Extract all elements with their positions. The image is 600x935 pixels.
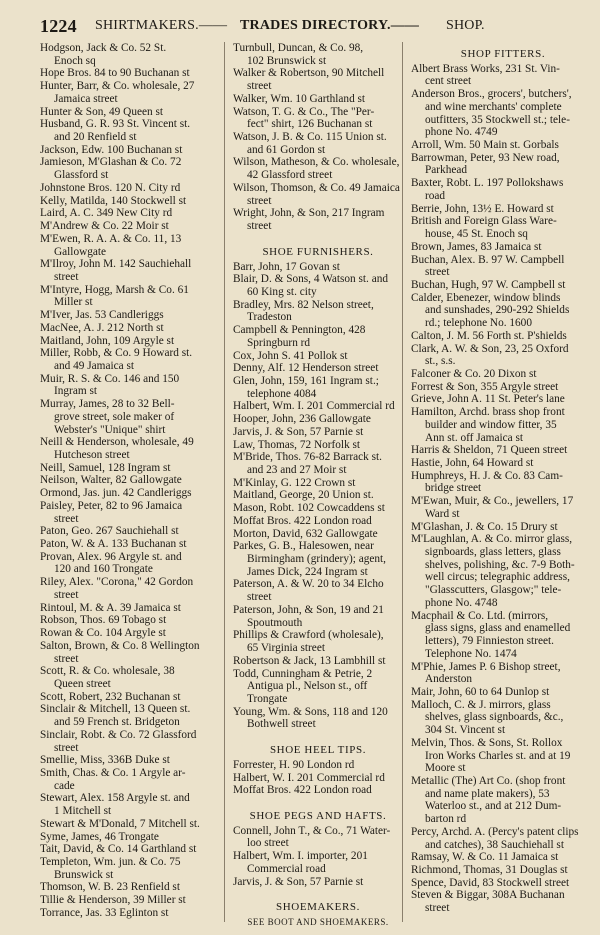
directory-entry: Sinclair, Robt. & Co. 72 Glassford (40, 728, 197, 741)
directory-entry: M'Iver, Jas. 53 Candleriggs (40, 309, 164, 322)
section-heading: SHOE HEEL TIPS. (269, 744, 367, 757)
section-gap (233, 233, 403, 240)
entry-continuation: rd.; telephone No. 1600 (425, 317, 532, 330)
directory-entry: Watson, J. B. & Co. 115 Union st. (233, 131, 387, 144)
directory-entry: Smith, Chas. & Co. 1 Argyle ar- (40, 766, 186, 779)
directory-entry: Paterson, John, & Son, 19 and 21 (233, 603, 384, 616)
entry-continuation: 120 and 160 Trongate (54, 563, 153, 576)
directory-entry: Paton, W. & A. 133 Buchanan st (40, 538, 187, 551)
entry-continuation: and name plate makers), 53 (425, 787, 550, 800)
directory-entry: Jarvis, J. & Son, 57 Parnie st (233, 875, 364, 888)
directory-entry: Templeton, Wm. jun. & Co. 75 (40, 856, 181, 868)
entry-continuation: phone No. 4748 (425, 596, 498, 609)
entry-continuation: Webster's "Unique" shirt (54, 423, 166, 436)
directory-entry: Percy, Archd. A. (Percy's patent clips (411, 825, 579, 838)
entry-continuation: 65 Virginia street (247, 642, 325, 655)
entry-continuation: Tradeston (247, 311, 292, 324)
directory-entry: Grieve, John A. 11 St. Peter's lane (411, 393, 565, 406)
entry-continuation: Parkhead (425, 164, 468, 177)
entry-continuation: street (425, 266, 450, 279)
directory-entry: Morton, David, 632 Gallowgate (233, 527, 378, 540)
entry-continuation: 42 Glassford street (247, 169, 333, 182)
directory-entry: Neill & Henderson, wholesale, 49 (40, 436, 194, 449)
directory-entry: Humphreys, H. J. & Co. 83 Cam- (411, 469, 563, 482)
entry-continuation: letters), 79 Finnieston street. (425, 635, 554, 648)
section-heading: SHOEMAKERS. (276, 901, 360, 914)
directory-entry: Walker, Wm. 10 Garthland st (233, 92, 366, 105)
directory-entry: Halbert, Wm. I. 201 Commercial rd (233, 400, 395, 413)
directory-entry: Hastie, John, 64 Howard st (411, 457, 534, 469)
directory-entry: Ramsay, W. & Co. 11 Jamaica st (411, 851, 559, 864)
directory-entry: Stewart, Alex. 158 Argyle st. and (40, 792, 190, 805)
directory-entry: M'Andrew & Co. 22 Moir st (40, 220, 169, 233)
directory-entry: Baxter, Robt. L. 197 Pollokshaws (411, 177, 564, 190)
directory-entry: Steven & Biggar, 308A Buchanan (411, 889, 565, 902)
entry-continuation: Antigua pl., Nelson st., off (247, 680, 368, 693)
directory-entry: M'Phie, James P. 6 Bishop street, (411, 660, 561, 673)
directory-entry: Maitland, George, 20 Union st. (233, 489, 374, 502)
directory-entry: Wright, John, & Son, 217 Ingram (233, 207, 385, 220)
directory-entry: Forrest & Son, 355 Argyle street (411, 380, 559, 393)
page-number: 1224 (40, 16, 77, 36)
directory-entry: M'Bride, Thos. 76-82 Barrack st. (233, 451, 382, 464)
directory-entry: M'Glashan, J. & Co. 15 Drury st (411, 520, 558, 533)
entry-continuation: and wine merchants' complete (425, 100, 562, 113)
entry-continuation: Moore st (425, 762, 466, 775)
entry-continuation: street (54, 270, 79, 283)
column-middle (224, 42, 403, 927)
directory-entry: Robertson & Jack, 13 Lambhill st (233, 654, 386, 667)
directory-entry: Falconer & Co. 20 Dixon st (411, 367, 537, 380)
entry-continuation: Spoutmouth (247, 616, 303, 629)
directory-entry: Riley, Alex. "Corona," 42 Gordon (40, 576, 194, 589)
entry-continuation: signboards, glass letters, glass (425, 546, 561, 559)
entry-continuation: street (247, 194, 272, 207)
entry-continuation: Glassford st (54, 169, 109, 182)
directory-entry: Scott, Robert, 232 Buchanan st (40, 690, 181, 703)
entry-continuation: "Glasscutters, Glasgow;" tele- (425, 584, 562, 597)
directory-entry: Stewart & M'Donald, 7 Mitchell st. (40, 817, 200, 830)
entry-continuation: street (54, 652, 79, 665)
directory-entry: Calder, Ebenezer, window blinds (411, 291, 561, 304)
directory-entry: Ormond, Jas. jun. 42 Candleriggs (40, 487, 192, 500)
entry-continuation: Enoch sq (54, 54, 96, 67)
directory-entry: British and Foreign Glass Ware- (411, 215, 557, 228)
entry-continuation: Brunswick st (54, 868, 114, 881)
entry-continuation: Ann st. off Jamaica st (425, 431, 523, 444)
entry-continuation: street (54, 512, 79, 525)
directory-entry: M'Ewen, R. A. A. & Co. 11, 13 (40, 232, 182, 245)
entry-continuation: and 20 Renfield st (54, 131, 137, 144)
page-header (40, 8, 580, 38)
entry-continuation: Hutcheson street (54, 449, 130, 461)
directory-entry: Young, Wm. & Sons, 118 and 120 (233, 705, 388, 718)
directory-entry: Malloch, C. & J. mirrors, glass (411, 698, 551, 711)
directory-entry: Salton, Brown, & Co. 8 Wellington (40, 639, 200, 652)
entry-continuation: Commercial road (247, 862, 326, 875)
directory-entry: M'Laughlan, A. & Co. mirror glass, (411, 533, 573, 546)
entry-continuation: James Dick, 224 Ingram st (247, 565, 368, 578)
entry-continuation: 304 St. Vincent st (425, 724, 506, 737)
entry-continuation: Anderston (425, 673, 473, 686)
directory-entry: Husband, G. R. 93 St. Vincent st. (40, 118, 191, 131)
directory-entry: Harris & Sheldon, 71 Queen street (411, 444, 568, 457)
entry-continuation: Gallowgate (54, 245, 107, 258)
entry-continuation: and 23 and 27 Moir st (247, 464, 347, 476)
entry-continuation: cent street (425, 75, 472, 88)
directory-entry: Denny, Alf. 12 Henderson street (233, 362, 379, 375)
entry-continuation: and 59 French st. Bridgeton (54, 716, 180, 729)
directory-entry: Syme, James, 46 Trongate (40, 830, 159, 843)
entry-continuation: Springburn rd (247, 336, 311, 349)
header-center: TRADES DIRECTORY.—— (240, 18, 420, 33)
directory-entry: Walker & Robertson, 90 Mitchell (233, 67, 385, 80)
directory-entry: Arroll, Wm. 50 Main st. Gorbals (411, 139, 559, 152)
directory-entry: Rintoul, M. & A. 39 Jamaica st (40, 601, 181, 614)
entry-continuation: Telephone No. 1474 (425, 647, 517, 660)
directory-entry: Moffat Bros. 422 London road (233, 514, 372, 527)
entry-continuation: grove street, sole maker of (54, 410, 175, 423)
directory-entry: Miller, Robb, & Co. 9 Howard st. (40, 347, 193, 360)
entry-continuation: glass signs, glass and enamelled (425, 622, 571, 635)
entry-continuation: street (54, 741, 79, 754)
directory-entry: Hamilton, Archd. brass shop front (411, 406, 565, 419)
directory-entry: Tait, David, & Co. 14 Garthland st (40, 843, 197, 856)
entry-continuation: well circus; telegraphic address, (425, 571, 570, 584)
entry-continuation: Trongate (247, 692, 288, 705)
entry-continuation: street (247, 220, 272, 233)
directory-entry: Murray, James, 28 to 32 Bell- (40, 398, 175, 411)
directory-entry: Berrie, John, 13½ E. Howard st (411, 202, 554, 215)
header-left: SHIRTMAKERS.—— (95, 18, 228, 33)
directory-entry: M'Ewan, Muir, & Co., jewellers, 17 (411, 495, 574, 508)
directory-entry: Jarvis, J. & Son, 57 Parnie st (233, 425, 364, 438)
entry-continuation: street (425, 902, 450, 915)
entry-continuation: Miller st (54, 296, 93, 309)
directory-entry: Metallic (The) Art Co. (shop front (411, 774, 566, 787)
entry-continuation: builder and window fitter, 35 (425, 418, 557, 431)
directory-entry: Buchan, Hugh, 97 W. Campbell st (411, 278, 566, 291)
entry-continuation: Ingram st (54, 385, 97, 398)
directory-entry: Connell, John T., & Co., 71 Water- (233, 824, 391, 837)
column-left (40, 42, 218, 920)
directory-entry: Kelly, Matilda, 140 Stockwell st (40, 194, 187, 207)
directory-entry: Hope Bros. 84 to 90 Buchanan st (40, 67, 190, 80)
entry-continuation: Bothwell street (247, 718, 316, 731)
directory-entry: Melvin, Thos. & Sons, St. Rollox (411, 736, 563, 749)
directory-entry: Todd, Cunningham & Petrie, 2 (233, 667, 373, 680)
directory-entry: Richmond, Thomas, 31 Douglas st (411, 864, 568, 876)
entry-continuation: shelves, glass signboards, &c., (425, 711, 564, 724)
directory-entry: Forrester, H. 90 London rd (233, 758, 355, 771)
entry-continuation: and sunshades, 290-292 Shields (425, 304, 570, 317)
directory-entry: Calton, J. M. 56 Forth st. P'shields (411, 329, 567, 342)
directory-entry: Hunter, Barr, & Co. wholesale, 27 (40, 80, 195, 93)
directory-entry: Provan, Alex. 96 Argyle st. and (40, 550, 182, 563)
entry-continuation: Iron Works Charles st. and at 19 (425, 749, 571, 762)
directory-entry: Halbert, W. I. 201 Commercial rd (233, 771, 385, 784)
directory-entry: Paisley, Peter, 82 to 96 Jamaica (40, 499, 183, 512)
entry-continuation: loo street (247, 837, 289, 850)
directory-entry: Neill, Samuel, 128 Ingram st (40, 461, 171, 474)
directory-entry: Wilson, Thomson, & Co. 49 Jamaica (233, 181, 400, 194)
directory-entry: Albert Brass Works, 231 St. Vin- (411, 62, 560, 75)
entry-continuation: Birmingham (grindery); agent, (247, 553, 386, 566)
entry-continuation: street (54, 588, 79, 601)
entry-continuation: telephone 4084 (247, 387, 317, 400)
directory-entry: Rowan & Co. 104 Argyle st (40, 627, 166, 640)
directory-entry: Johnstone Bros. 120 N. City rd (40, 181, 181, 194)
directory-entry: M'Ilroy, John M. 142 Sauchiehall (40, 258, 192, 271)
entry-continuation: 1 Mitchell st (54, 805, 112, 818)
directory-entry: Torrance, Jas. 33 Eglinton st (40, 906, 169, 919)
entry-continuation: cade (54, 779, 75, 792)
directory-entry: Robson, Thos. 69 Tobago st (40, 614, 167, 627)
directory-entry: Macphail & Co. Ltd. (mirrors, (411, 609, 549, 622)
directory-entry: Watson, T. G. & Co., The "Per- (233, 105, 375, 118)
directory-entry: Brown, James, 83 Jamaica st (411, 240, 542, 253)
directory-entry: Hooper, John, 236 Gallowgate (233, 413, 371, 426)
entry-continuation: and 61 Gordon st (247, 143, 326, 156)
entry-continuation: 60 King st. city (247, 285, 317, 298)
entry-continuation: Ward st (425, 507, 460, 520)
directory-entry: Glen, John, 159, 161 Ingram st.; (233, 374, 379, 387)
directory-entry: Campbell & Pennington, 428 (233, 324, 366, 337)
entry-continuation: street (247, 591, 272, 604)
directory-entry: Clark, A. W. & Son, 23, 25 Oxford (411, 342, 569, 355)
directory-entry: Jamieson, M'Glashan & Co. 72 (40, 156, 182, 169)
directory-entry: Paton, Geo. 267 Sauchiehall st (40, 525, 179, 538)
directory-entry: Tillie & Henderson, 39 Miller st (40, 894, 186, 907)
directory-entry: Laird, A. C. 349 New City rd (40, 207, 173, 220)
column-right (402, 42, 595, 922)
directory-entry: Blair, D. & Sons, 4 Watson st. and (233, 273, 389, 286)
entry-continuation: Jamaica street (54, 92, 118, 105)
directory-entry: Phillips & Crawford (wholesale), (233, 629, 384, 642)
section-gap (233, 797, 403, 804)
directory-entry: Turnbull, Duncan, & Co. 98, (233, 42, 364, 54)
entry-continuation: outfitters, 35 Stockwell st.; tele- (425, 113, 570, 126)
entry-continuation: phone No. 4749 (425, 126, 498, 139)
directory-entry: Mason, Robt. 102 Cowcaddens st (233, 502, 385, 515)
entry-continuation: shelves, polishing, &c. 7-9 Both- (425, 558, 575, 571)
entry-continuation: road (425, 189, 446, 202)
directory-entry: Parkes, G. B., Halesowen, near (233, 540, 374, 553)
directory-entry: Law, Thomas, 72 Norfolk st (233, 438, 361, 451)
section-gap (233, 731, 403, 738)
section-heading: SHOP FITTERS. (460, 48, 546, 60)
directory-entry: Hodgson, Jack & Co. 52 St. (40, 42, 167, 54)
directory-entry: M'Intyre, Hogg, Marsh & Co. 61 (40, 283, 189, 296)
header-right: SHOP. (446, 18, 485, 33)
entry-continuation: street (247, 80, 272, 93)
directory-entry: Muir, R. S. & Co. 146 and 150 (40, 372, 180, 385)
entry-continuation: barton rd (425, 813, 467, 826)
entry-continuation: and catches), 38 Sauchiehall st (425, 838, 564, 851)
directory-entry: Moffat Bros. 422 London road (233, 784, 372, 797)
directory-entry: Barrowman, Peter, 93 New road, (411, 151, 560, 164)
directory-entry: Mair, John, 60 to 64 Dunlop st (411, 685, 550, 698)
directory-entry: M'Kinlay, G. 122 Crown st (233, 476, 356, 489)
directory-entry: Jackson, Edw. 100 Buchanan st (40, 143, 183, 156)
directory-entry: Spence, David, 83 Stockwell street (411, 876, 570, 889)
cross-reference: SEE BOOT AND SHOEMAKERS. (247, 917, 389, 927)
entry-continuation: house, 45 St. Enoch sq (425, 228, 528, 241)
directory-entry: Thomson, W. B. 23 Renfield st (40, 881, 180, 894)
directory-entry: Scott, R. & Co. wholesale, 38 (40, 665, 175, 678)
directory-entry: Paterson, A. & W. 20 to 34 Elcho (233, 578, 384, 591)
directory-entry: Barr, John, 17 Govan st (233, 260, 340, 273)
directory-entry: Smellie, Miss, 336B Duke st (40, 754, 170, 767)
entry-continuation: st., s.s. (425, 355, 456, 368)
directory-entry: Sinclair & Mitchell, 13 Queen st. (40, 703, 191, 716)
section-heading: SHOE PEGS AND HAFTS. (249, 809, 387, 822)
directory-entry: Bradley, Mrs. 82 Nelson street, (233, 298, 374, 311)
directory-entry: Neilson, Walter, 82 Gallowgate (40, 474, 182, 487)
entry-continuation: and 49 Jamaica st (54, 359, 134, 372)
directory-entry: Buchan, Alex. B. 97 W. Campbell (411, 253, 565, 266)
directory-entry: Halbert, Wm. I. importer, 201 (233, 850, 368, 863)
entry-continuation: fect" shirt, 126 Buchanan st (247, 118, 373, 131)
section-heading: SHOE FURNISHERS. (262, 245, 374, 258)
directory-entry: Anderson Bros., grocers', butchers', (411, 88, 572, 101)
entry-continuation: Waterloo st., and at 212 Dum- (425, 800, 562, 813)
entry-continuation: Queen street (54, 677, 111, 690)
directory-entry: Hunter & Son, 49 Queen st (40, 105, 163, 118)
directory-entry: Wilson, Matheson, & Co. wholesale, (233, 156, 400, 169)
directory-entry: MacNee, A. J. 212 North st (40, 321, 164, 334)
entry-continuation: bridge street (425, 482, 482, 495)
section-gap (233, 888, 403, 895)
entry-continuation: 102 Brunswick st (247, 54, 327, 67)
directory-entry: Maitland, John, 109 Argyle st (40, 334, 175, 347)
directory-entry: Cox, John S. 41 Pollok st (233, 349, 348, 362)
